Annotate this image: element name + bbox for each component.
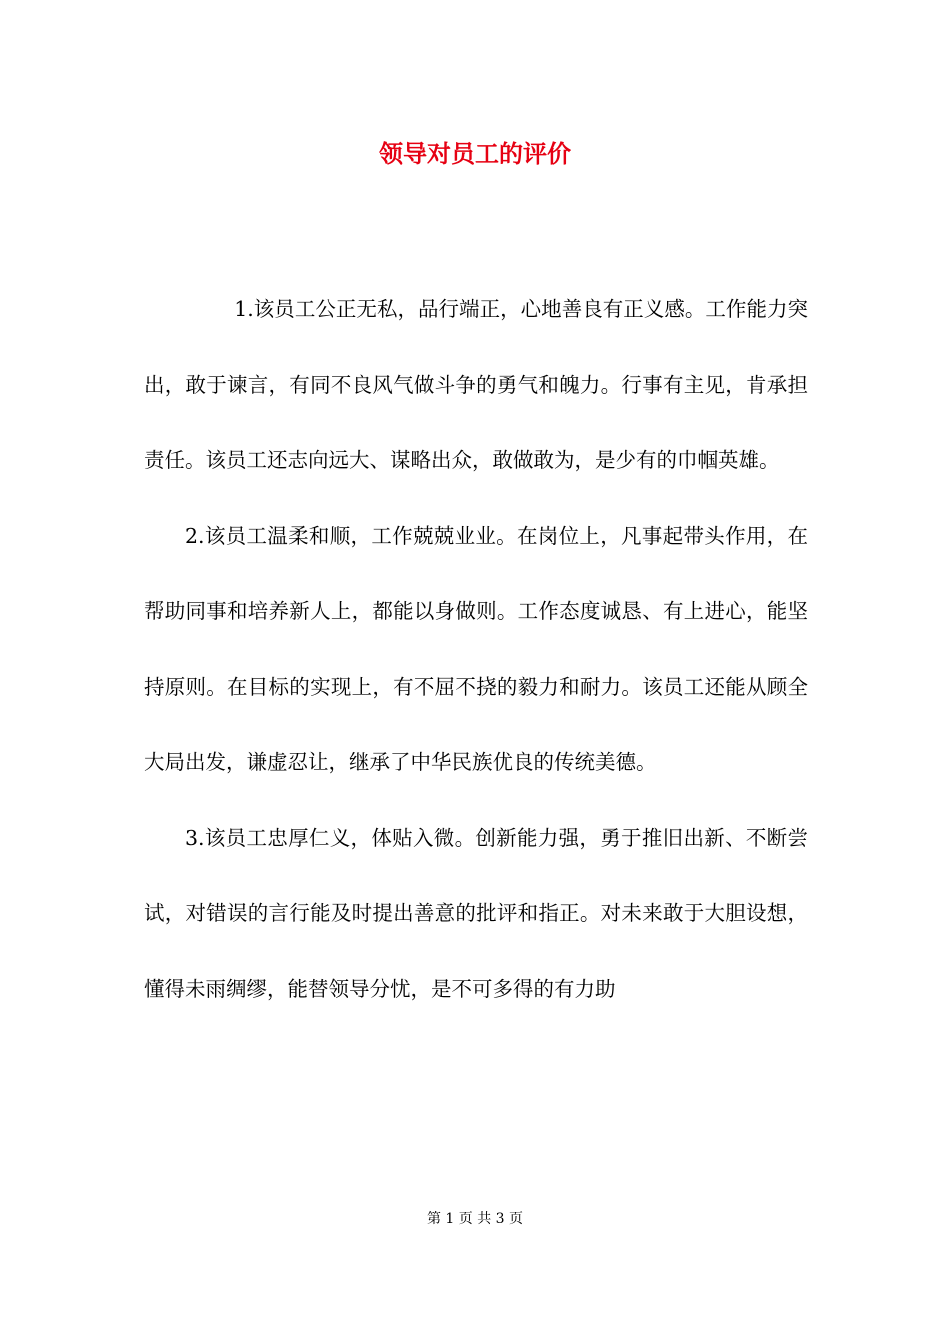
paragraph-1: 1.该员工公正无私，品行端正，心地善良有正义感。工作能力突出，敢于谏言，有同不良风气做斗争的勇气和魄力。行事有主见，肯承担责任。该员工还志向远大、谋略出众，敢做敢为，是少有的巾帼英雄。 xyxy=(144,297,808,472)
page-number: 第 1 页 共 3 页 xyxy=(426,1211,524,1227)
document-body xyxy=(144,272,808,1027)
paragraph-2: 2.该员工温柔和顺，工作兢兢业业。在岗位上，凡事起带头作用，在帮助同事和培养新人上，都能以身做则。工作态度诚恳、有上进心，能坚持原则。在目标的实现上，有不屈不挠的毅力和耐力。该员工还能从顾全大局出发，谦虚忍让，继承了中华民族优良的传统美德。 xyxy=(144,523,808,774)
document-title: 领导对员工的评价 xyxy=(379,139,571,168)
paragraph-3: 3.该员工忠厚仁义，体贴入微。创新能力强，勇于推旧出新、不断尝试，对错误的言行能及时提出善意的批评和指正。对未来敢于大胆设想，懂得未雨绸缪，能替领导分忧，是不可多得的有力助 xyxy=(144,825,808,1001)
page-footer xyxy=(0,1208,950,1230)
